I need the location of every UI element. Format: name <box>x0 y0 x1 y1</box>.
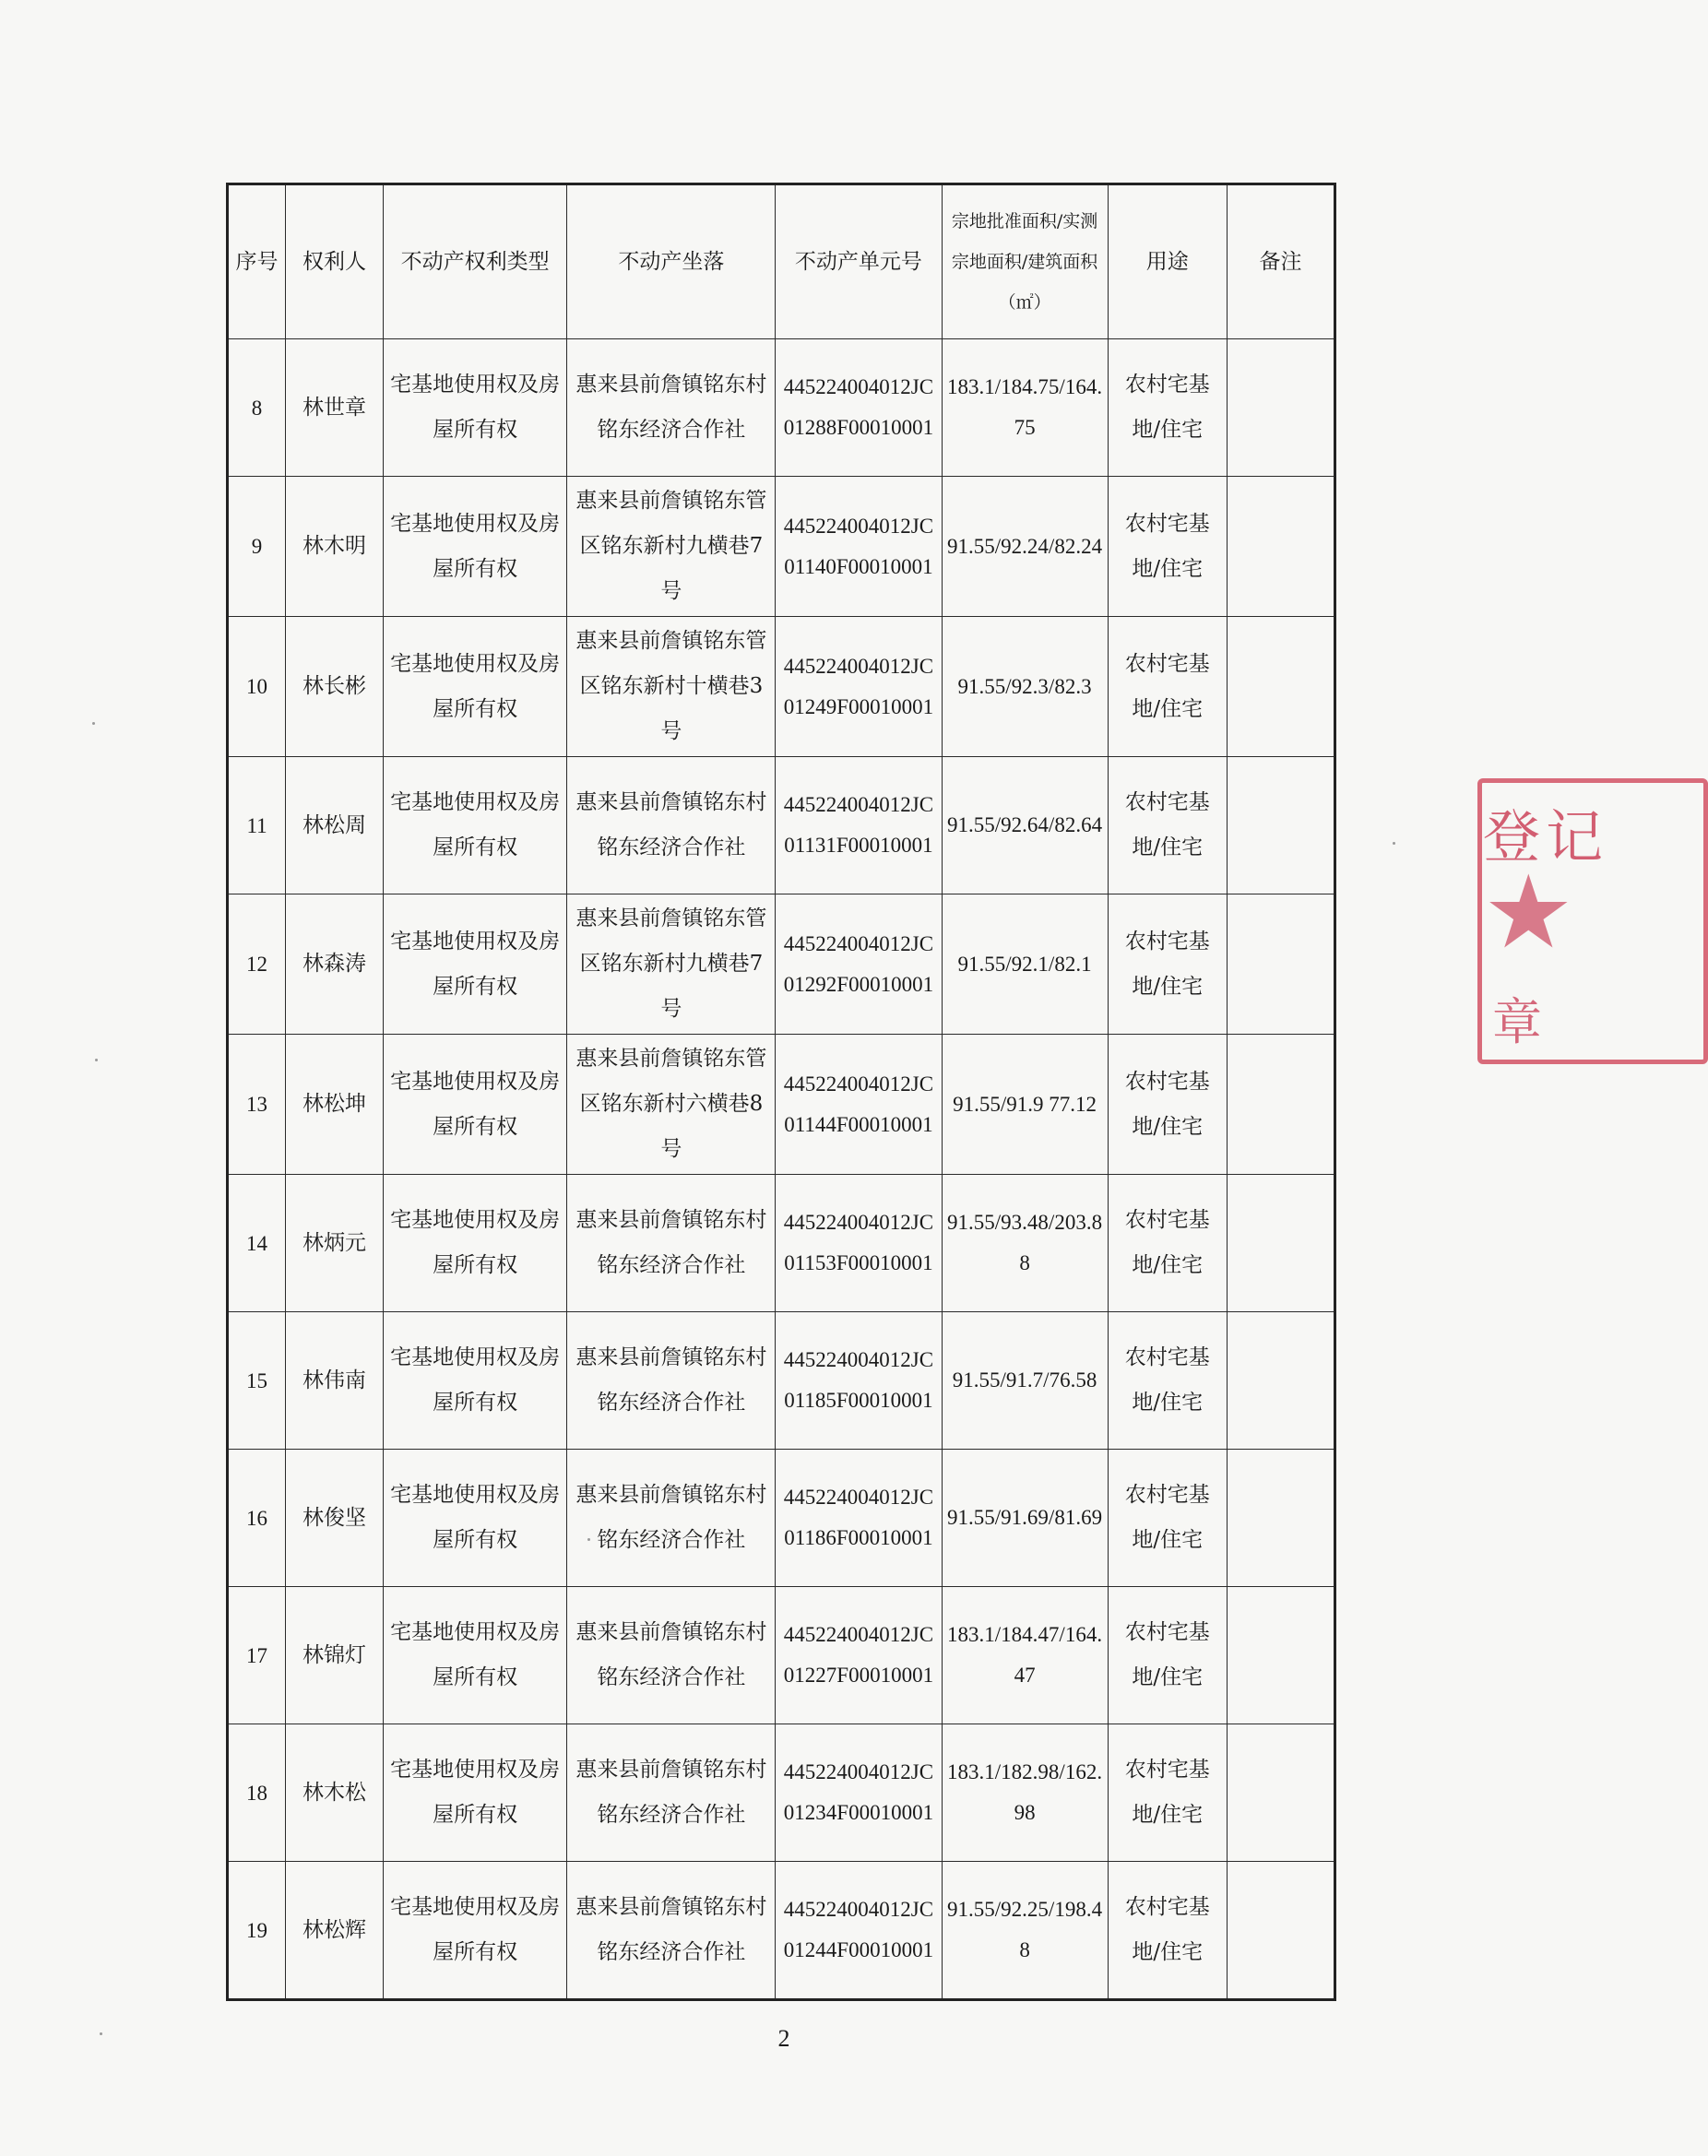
cell-right-type: 宅基地使用权及房屋所有权 <box>383 1862 566 2000</box>
cell-location: 惠来县前詹镇铭东村铭东经济合作社 <box>567 1724 776 1862</box>
cell-seq: 13 <box>228 1035 286 1175</box>
cell-note <box>1227 1035 1334 1175</box>
cell-note <box>1227 1175 1334 1312</box>
table-header-row <box>228 184 1335 339</box>
cell-area: 91.55/92.25/198.48 <box>942 1862 1108 2000</box>
cell-use: 农村宅基地/住宅 <box>1108 757 1227 894</box>
cell-right-type: 宅基地使用权及房屋所有权 <box>383 1175 566 1312</box>
cell-area: 91.55/92.24/82.24 <box>942 477 1108 617</box>
cell-location: 惠来县前詹镇铭东村铭东经济合作社 <box>567 1450 776 1587</box>
cell-seq: 11 <box>228 757 286 894</box>
table-row <box>228 757 1335 894</box>
cell-area: 91.55/91.9 77.12 <box>942 1035 1108 1175</box>
cell-location: 惠来县前詹镇铭东村铭东经济合作社 <box>567 1862 776 2000</box>
table-row <box>228 1035 1335 1175</box>
cell-right-type: 宅基地使用权及房屋所有权 <box>383 1312 566 1450</box>
header-note: 备注 <box>1227 184 1334 339</box>
cell-seq: 14 <box>228 1175 286 1312</box>
header-seq: 序号 <box>228 184 286 339</box>
cell-unit-no: 445224004012JC01140F00010001 <box>776 477 942 617</box>
cell-area: 91.55/91.69/81.69 <box>942 1450 1108 1587</box>
cell-use: 农村宅基地/住宅 <box>1108 477 1227 617</box>
cell-unit-no: 445224004012JC01288F00010001 <box>776 339 942 477</box>
table-row <box>228 1175 1335 1312</box>
table-row <box>228 1862 1335 2000</box>
cell-use: 农村宅基地/住宅 <box>1108 1587 1227 1724</box>
header-owner: 权利人 <box>286 184 384 339</box>
page-number: 2 <box>777 2025 790 2052</box>
cell-right-type: 宅基地使用权及房屋所有权 <box>383 339 566 477</box>
scan-speck <box>100 2032 102 2035</box>
table-row <box>228 339 1335 477</box>
cell-right-type: 宅基地使用权及房屋所有权 <box>383 477 566 617</box>
cell-location: 惠来县前詹镇铭东村铭东经济合作社 <box>567 339 776 477</box>
cell-location: 惠来县前詹镇铭东村铭东经济合作社 <box>567 1175 776 1312</box>
table-row <box>228 1587 1335 1724</box>
cell-right-type: 宅基地使用权及房屋所有权 <box>383 1587 566 1724</box>
cell-owner: 林松辉 <box>286 1862 384 2000</box>
cell-seq: 8 <box>228 339 286 477</box>
cell-right-type: 宅基地使用权及房屋所有权 <box>383 1450 566 1587</box>
cell-area: 183.1/184.75/164.75 <box>942 339 1108 477</box>
cell-unit-no: 445224004012JC01186F00010001 <box>776 1450 942 1587</box>
cell-area: 91.55/91.7/76.58 <box>942 1312 1108 1450</box>
cell-note <box>1227 1724 1334 1862</box>
cell-use: 农村宅基地/住宅 <box>1108 1862 1227 2000</box>
cell-unit-no: 445224004012JC01185F00010001 <box>776 1312 942 1450</box>
table-row <box>228 894 1335 1035</box>
cell-use: 农村宅基地/住宅 <box>1108 1724 1227 1862</box>
cell-owner: 林木松 <box>286 1724 384 1862</box>
cell-owner: 林森涛 <box>286 894 384 1035</box>
cell-right-type: 宅基地使用权及房屋所有权 <box>383 757 566 894</box>
cell-area: 91.55/92.3/82.3 <box>942 617 1108 757</box>
cell-right-type: 宅基地使用权及房屋所有权 <box>383 894 566 1035</box>
table-body <box>228 339 1335 2000</box>
cell-note <box>1227 1587 1334 1724</box>
scan-speck <box>1393 842 1395 845</box>
scan-speck <box>95 1059 98 1061</box>
cell-owner: 林世章 <box>286 339 384 477</box>
cell-use: 农村宅基地/住宅 <box>1108 1035 1227 1175</box>
cell-note <box>1227 1862 1334 2000</box>
cell-use: 农村宅基地/住宅 <box>1108 894 1227 1035</box>
scan-speck <box>587 1538 590 1541</box>
cell-unit-no: 445224004012JC01227F00010001 <box>776 1587 942 1724</box>
cell-seq: 16 <box>228 1450 286 1587</box>
cell-note <box>1227 339 1334 477</box>
star-icon: ★ <box>1483 853 1574 971</box>
cell-use: 农村宅基地/住宅 <box>1108 339 1227 477</box>
cell-owner: 林长彬 <box>286 617 384 757</box>
cell-location: 惠来县前詹镇铭东管区铭东新村九横巷7号 <box>567 477 776 617</box>
cell-location: 惠来县前詹镇铭东村铭东经济合作社 <box>567 757 776 894</box>
table-row <box>228 1312 1335 1450</box>
seal-text-bottom: 章 <box>1492 993 1542 1051</box>
cell-unit-no: 445224004012JC01234F00010001 <box>776 1724 942 1862</box>
cell-right-type: 宅基地使用权及房屋所有权 <box>383 1724 566 1862</box>
table-row <box>228 477 1335 617</box>
table-row <box>228 1450 1335 1587</box>
cell-note <box>1227 617 1334 757</box>
cell-location: 惠来县前詹镇铭东管区铭东新村十横巷3号 <box>567 617 776 757</box>
cell-right-type: 宅基地使用权及房屋所有权 <box>383 617 566 757</box>
cell-use: 农村宅基地/住宅 <box>1108 617 1227 757</box>
header-right-type: 不动产权利类型 <box>383 184 566 339</box>
cell-unit-no: 445224004012JC01144F00010001 <box>776 1035 942 1175</box>
header-location: 不动产坐落 <box>567 184 776 339</box>
header-area: 宗地批准面积/实测宗地面积/建筑面积（㎡） <box>942 184 1108 339</box>
cell-seq: 17 <box>228 1587 286 1724</box>
cell-area: 91.55/92.1/82.1 <box>942 894 1108 1035</box>
cell-seq: 18 <box>228 1724 286 1862</box>
cell-use: 农村宅基地/住宅 <box>1108 1175 1227 1312</box>
scan-speck <box>92 722 95 725</box>
seal-text-top: 登记 <box>1483 803 1609 871</box>
cell-owner: 林伟南 <box>286 1312 384 1450</box>
cell-location: 惠来县前詹镇铭东村铭东经济合作社 <box>567 1587 776 1724</box>
registration-seal <box>1465 773 1609 1066</box>
cell-area: 183.1/184.47/164.47 <box>942 1587 1108 1724</box>
cell-note <box>1227 894 1334 1035</box>
cell-unit-no: 445224004012JC01292F00010001 <box>776 894 942 1035</box>
cell-seq: 15 <box>228 1312 286 1450</box>
cell-owner: 林锦灯 <box>286 1587 384 1724</box>
table-row <box>228 617 1335 757</box>
cell-unit-no: 445224004012JC01131F00010001 <box>776 757 942 894</box>
cell-seq: 9 <box>228 477 286 617</box>
cell-seq: 12 <box>228 894 286 1035</box>
cell-area: 91.55/93.48/203.88 <box>942 1175 1108 1312</box>
cell-note <box>1227 757 1334 894</box>
cell-seq: 10 <box>228 617 286 757</box>
cell-location: 惠来县前詹镇铭东管区铭东新村六横巷8号 <box>567 1035 776 1175</box>
cell-area: 91.55/92.64/82.64 <box>942 757 1108 894</box>
cell-owner: 林松周 <box>286 757 384 894</box>
cell-owner: 林木明 <box>286 477 384 617</box>
table-row <box>228 1724 1335 1862</box>
cell-use: 农村宅基地/住宅 <box>1108 1450 1227 1587</box>
cell-unit-no: 445224004012JC01244F00010001 <box>776 1862 942 2000</box>
cell-location: 惠来县前詹镇铭东村铭东经济合作社 <box>567 1312 776 1450</box>
header-use: 用途 <box>1108 184 1227 339</box>
cell-unit-no: 445224004012JC01249F00010001 <box>776 617 942 757</box>
cell-owner: 林松坤 <box>286 1035 384 1175</box>
cell-owner: 林俊坚 <box>286 1450 384 1587</box>
cell-note <box>1227 477 1334 617</box>
cell-owner: 林炳元 <box>286 1175 384 1312</box>
property-registry-table <box>226 183 1336 2001</box>
cell-unit-no: 445224004012JC01153F00010001 <box>776 1175 942 1312</box>
cell-note <box>1227 1450 1334 1587</box>
cell-use: 农村宅基地/住宅 <box>1108 1312 1227 1450</box>
cell-seq: 19 <box>228 1862 286 2000</box>
cell-right-type: 宅基地使用权及房屋所有权 <box>383 1035 566 1175</box>
header-unit-no: 不动产单元号 <box>776 184 942 339</box>
cell-note <box>1227 1312 1334 1450</box>
cell-location: 惠来县前詹镇铭东管区铭东新村九横巷7号 <box>567 894 776 1035</box>
cell-area: 183.1/182.98/162.98 <box>942 1724 1108 1862</box>
